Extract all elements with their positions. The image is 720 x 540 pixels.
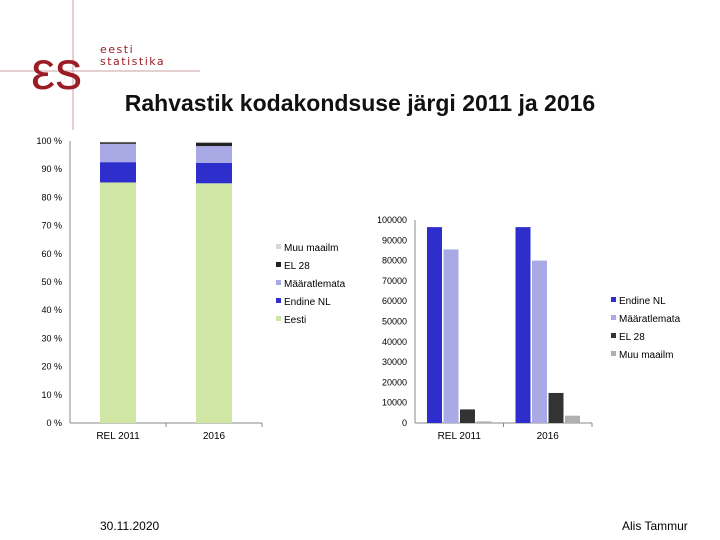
x-tick-label: REL 2011 [437, 431, 481, 442]
legend-label-muu-maailm: Muu maailm [619, 350, 674, 361]
bar-el-28-rel-2011 [460, 409, 475, 423]
legend-swatch-muu-maailm [276, 244, 281, 249]
legend-swatch-m-ratlemata [611, 315, 616, 320]
y-tick-label: 90000 [381, 235, 407, 246]
bar-endine-nl-2016 [196, 163, 232, 183]
logo-mark: εs [31, 41, 83, 101]
legend-swatch-endine-nl [276, 298, 281, 303]
legend-label-muu-maailm: Muu maailm [284, 243, 339, 254]
stacked-percent-chart [36, 136, 345, 442]
y-tick-label: 10 % [41, 389, 62, 400]
y-tick-label: 40 % [41, 305, 62, 316]
bar-m-ratlemata-rel-2011 [100, 144, 136, 162]
legend-label-endine-nl: Endine NL [284, 297, 331, 308]
y-tick-label: 20 % [41, 361, 62, 372]
y-tick-label: 30000 [381, 357, 407, 368]
y-tick-label: 60000 [381, 296, 407, 307]
y-tick-label: 100000 [376, 215, 407, 225]
bar-muu-maailm-rel-2011 [100, 142, 136, 143]
bar-m-ratlemata-rel-2011 [444, 249, 459, 423]
legend-label-endine-nl: Endine NL [619, 296, 666, 307]
y-tick-label: 50000 [381, 316, 407, 327]
y-tick-label: 100 % [36, 136, 62, 146]
slide-author: Alis Tammur [622, 519, 688, 533]
absolute-bar-chart [377, 215, 681, 442]
y-tick-label: 50 % [41, 277, 62, 287]
slide-date: 30.11.2020 [100, 519, 160, 533]
legend-label-el-28: EL 28 [619, 332, 645, 343]
y-tick-label: 80000 [381, 255, 407, 266]
bar-muu-maailm-2016 [565, 416, 580, 423]
bar-endine-nl-rel-2011 [427, 227, 442, 423]
y-tick-label: 90 % [41, 164, 62, 175]
x-tick-label: 2016 [202, 431, 226, 442]
bar-endine-nl-rel-2011 [100, 162, 136, 182]
legend-label-m-ratlemata: Määratlemata [284, 279, 346, 290]
bar-eesti-2016 [196, 183, 232, 423]
y-tick-label: 10000 [381, 397, 407, 408]
bar-el-28-2016 [196, 143, 232, 146]
y-tick-label: 20000 [381, 377, 407, 388]
legend-swatch-el-28 [611, 333, 616, 338]
bar-m-ratlemata-2016 [532, 261, 547, 423]
legend-label-m-ratlemata: Määratlemata [619, 314, 681, 325]
y-tick-label: 0 [401, 418, 407, 428]
legend-swatch-el-28 [276, 262, 281, 267]
y-tick-label: 40000 [381, 336, 407, 347]
legend-label-eesti: Eesti [284, 315, 307, 326]
bar-eesti-rel-2011 [100, 182, 136, 423]
y-tick-label: 70 % [41, 220, 62, 231]
bar-muu-maailm-2016 [196, 142, 232, 143]
logo-word-line1: eesti [100, 43, 135, 56]
bar-el-28-rel-2011 [100, 142, 136, 144]
bar-el-28-2016 [549, 393, 564, 423]
logo-word-line2: statistika [100, 55, 166, 68]
y-tick-label: 80 % [41, 192, 62, 203]
x-tick-label: REL 2011 [96, 431, 140, 442]
bar-muu-maailm-rel-2011 [477, 421, 492, 423]
y-tick-label: 0 % [46, 418, 62, 428]
legend-swatch-m-ratlemata [276, 280, 281, 285]
slide-title: Rahvastik kodakondsuse järgi 2011 ja 2016 [124, 90, 596, 116]
y-tick-label: 60 % [41, 248, 62, 259]
x-tick-label: 2016 [536, 431, 559, 442]
y-tick-label: 70000 [381, 275, 407, 286]
legend-label-el-28: EL 28 [284, 261, 310, 272]
legend-swatch-eesti [276, 316, 281, 321]
y-tick-label: 30 % [41, 333, 62, 344]
legend-swatch-endine-nl [611, 297, 616, 302]
bar-m-ratlemata-2016 [196, 146, 232, 163]
legend-swatch-muu-maailm [611, 351, 616, 356]
bar-endine-nl-2016 [516, 227, 531, 423]
